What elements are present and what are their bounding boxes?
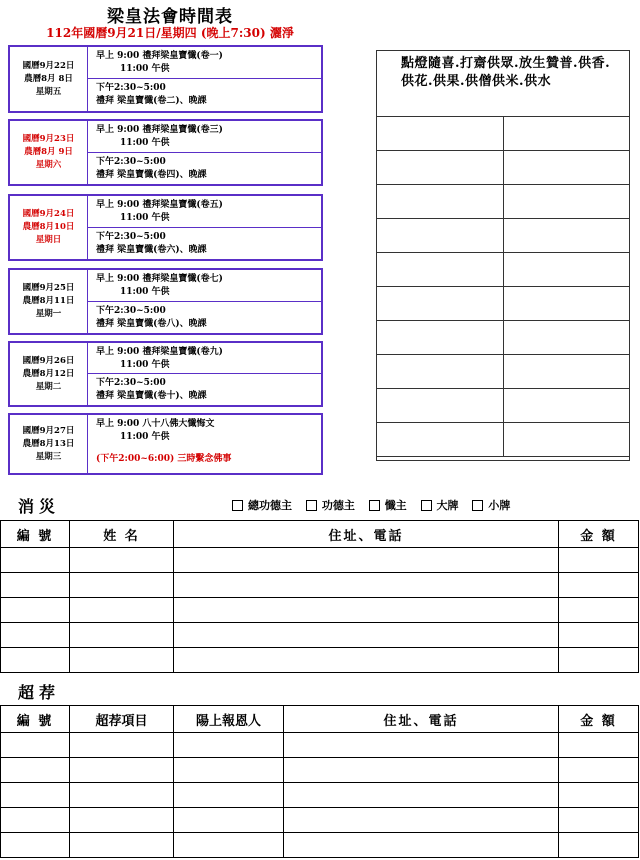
deliverance-table (0, 705, 639, 858)
afternoon-time: 下午2:30~5:00 (96, 156, 166, 167)
noon-offering: 11:00 午供 (120, 64, 170, 74)
table-row (1, 808, 639, 833)
table-header-row (1, 706, 639, 733)
table-row (377, 253, 630, 287)
table-cell[interactable] (377, 355, 504, 389)
table-cell[interactable] (559, 573, 639, 598)
weekday: 星期三 (35, 451, 62, 462)
morning-ceremony: 早上 9:00 禮拜梁皇寶懺(卷五) (96, 200, 223, 210)
afternoon-session (88, 302, 321, 334)
noon-offering: 11:00 午供 (120, 287, 170, 297)
table-cell[interactable] (559, 623, 639, 648)
table-cell[interactable] (1, 808, 70, 833)
lunar-date: 農曆8月12日 (22, 368, 75, 379)
column-header: 編 號 (1, 706, 70, 733)
table-cell[interactable] (504, 117, 630, 151)
table-cell[interactable] (377, 253, 504, 287)
table-cell[interactable] (70, 783, 174, 808)
table-row (1, 733, 639, 758)
table-header-row (1, 521, 639, 548)
column-header: 住址、電話 (284, 706, 559, 733)
morning-session (88, 196, 321, 228)
gregorian-date: 國曆9月25日 (22, 283, 75, 293)
afternoon-ceremony: 禮拜 梁皇寶懺(卷八)、晚課 (96, 318, 207, 329)
column-header: 住址、電話 (174, 521, 559, 548)
table-cell[interactable] (70, 758, 174, 783)
gregorian-date: 國曆9月24日 (22, 209, 75, 219)
lunar-date: 農曆8月10日 (22, 222, 75, 232)
table-cell[interactable] (174, 573, 559, 598)
weekday: 星期六 (35, 160, 62, 170)
schedule-date (10, 196, 88, 259)
table-row (377, 185, 630, 219)
column-header: 超荐項目 (70, 706, 174, 733)
morning-session (88, 415, 321, 444)
morning-ceremony: 早上 9:00 禮拜梁皇寶懺(卷三) (96, 125, 223, 135)
table-cell[interactable] (1, 648, 70, 673)
table-row (1, 783, 639, 808)
table-row (377, 423, 630, 457)
table-cell[interactable] (70, 548, 174, 573)
table-cell[interactable] (559, 758, 639, 783)
table-cell[interactable] (559, 733, 639, 758)
table-row (377, 219, 630, 253)
morning-session (88, 270, 321, 302)
afternoon-ceremony: 禮拜 梁皇寶懺(卷六)、晚課 (96, 244, 207, 255)
table-cell[interactable] (174, 783, 284, 808)
noon-offering: 11:00 午供 (120, 360, 170, 370)
table-cell[interactable] (1, 733, 70, 758)
schedule-day-2 (8, 119, 323, 186)
table-cell[interactable] (174, 598, 559, 623)
gregorian-date: 國曆9月23日 (22, 134, 75, 144)
noon-offering: 11:00 午供 (120, 138, 170, 148)
afternoon-ceremony: (下午2:00~6:00) 三時繫念佛事 (96, 454, 232, 464)
schedule-date (10, 270, 88, 333)
table-row (1, 548, 639, 573)
schedule-date (10, 47, 88, 111)
noon-offering: 11:00 午供 (120, 213, 170, 223)
afternoon-session (88, 153, 321, 185)
afternoon-session (88, 228, 321, 260)
table-cell[interactable] (174, 623, 559, 648)
table-cell[interactable] (1, 758, 70, 783)
table-cell[interactable] (1, 833, 70, 858)
table-cell[interactable] (1, 783, 70, 808)
table-cell[interactable] (174, 758, 284, 783)
afternoon-session (88, 79, 321, 111)
weekday: 星期五 (35, 86, 62, 97)
schedule-date (10, 415, 88, 473)
table-cell[interactable] (504, 355, 630, 389)
table-cell[interactable] (377, 423, 504, 457)
column-header: 編 號 (1, 521, 70, 548)
checkbox[interactable] (306, 500, 317, 511)
morning-ceremony: 早上 9:00 八十八佛大懺悔文 (96, 419, 215, 429)
option-sponsor[interactable]: 功德主 (306, 497, 355, 513)
option-large-tablet[interactable]: 大牌 (421, 497, 459, 513)
disaster-table (0, 520, 639, 673)
lunar-date: 農曆8月 9日 (24, 147, 73, 157)
table-cell[interactable] (504, 287, 630, 321)
morning-session (88, 343, 321, 374)
weekday: 星期一 (35, 309, 62, 319)
weekday: 星期二 (35, 381, 62, 392)
morning-session (88, 121, 321, 153)
afternoon-ceremony: 禮拜 梁皇寶懺(卷二)、晚課 (96, 96, 207, 106)
schedule-date (10, 121, 88, 184)
table-cell[interactable] (559, 648, 639, 673)
table-cell[interactable] (377, 287, 504, 321)
afternoon-session (88, 444, 321, 473)
table-cell[interactable] (70, 623, 174, 648)
table-row (1, 833, 639, 858)
checkbox[interactable] (472, 500, 483, 511)
disaster-section-label: 消災 (18, 497, 61, 516)
table-row (1, 573, 639, 598)
table-cell[interactable] (1, 548, 70, 573)
table-cell[interactable] (504, 321, 630, 355)
table-cell[interactable] (70, 733, 174, 758)
afternoon-time: 下午2:30~5:00 (96, 83, 166, 93)
table-cell[interactable] (174, 833, 284, 858)
lunar-date: 農曆8月13日 (22, 438, 75, 449)
table-row (1, 623, 639, 648)
column-header: 金 額 (559, 521, 639, 548)
table-cell[interactable] (174, 733, 284, 758)
afternoon-time: 下午2:30~5:00 (96, 305, 166, 316)
table-row (1, 758, 639, 783)
table-cell[interactable] (504, 423, 630, 457)
option-repentance-host[interactable]: 懺主 (369, 497, 407, 513)
table-cell[interactable] (174, 808, 284, 833)
column-header: 陽上報恩人 (174, 706, 284, 733)
table-cell[interactable] (284, 758, 559, 783)
offerings-grid (376, 116, 630, 457)
table-cell[interactable] (377, 117, 504, 151)
table-row (1, 648, 639, 673)
offerings-box (376, 50, 630, 461)
weekday: 星期日 (35, 235, 62, 245)
table-row (377, 151, 630, 185)
afternoon-time: 下午2:30~5:00 (96, 231, 166, 242)
offerings-text: 點燈隨喜.打齋供眾.放生贊普.供香.供花.供果.供僧供米.供水 (401, 56, 611, 89)
checkbox[interactable] (232, 500, 243, 511)
table-cell[interactable] (559, 808, 639, 833)
table-cell[interactable] (377, 185, 504, 219)
table-cell[interactable] (559, 783, 639, 808)
morning-session (88, 47, 321, 79)
table-row (377, 355, 630, 389)
table-cell[interactable] (377, 389, 504, 423)
sponsor-options (232, 497, 520, 513)
schedule-day-3 (8, 194, 323, 261)
table-cell[interactable] (377, 219, 504, 253)
table-row (1, 598, 639, 623)
checkbox[interactable] (369, 500, 380, 511)
table-row (377, 117, 630, 151)
afternoon-session (88, 374, 321, 405)
table-cell[interactable] (174, 548, 559, 573)
deliverance-section-label: 超荐 (18, 683, 61, 702)
option-small-tablet[interactable]: 小牌 (472, 497, 510, 513)
page-title: 梁皇法會時間表 (107, 7, 233, 27)
table-cell[interactable] (70, 833, 174, 858)
schedule-day-6 (8, 413, 323, 475)
table-cell[interactable] (377, 151, 504, 185)
table-cell[interactable] (504, 151, 630, 185)
table-cell[interactable] (559, 833, 639, 858)
table-cell[interactable] (504, 389, 630, 423)
schedule-day-4 (8, 268, 323, 335)
table-cell[interactable] (284, 808, 559, 833)
table-cell[interactable] (70, 648, 174, 673)
table-cell[interactable] (1, 573, 70, 598)
checkbox[interactable] (421, 500, 432, 511)
morning-ceremony: 早上 9:00 禮拜梁皇寶懺(卷七) (96, 274, 223, 284)
table-cell[interactable] (70, 808, 174, 833)
gregorian-date: 國曆9月27日 (22, 425, 75, 436)
table-cell[interactable] (284, 783, 559, 808)
table-cell[interactable] (504, 185, 630, 219)
table-cell[interactable] (284, 733, 559, 758)
table-cell[interactable] (559, 598, 639, 623)
column-header: 姓 名 (70, 521, 174, 548)
table-cell[interactable] (70, 598, 174, 623)
table-row (377, 389, 630, 423)
schedule-day-1 (8, 45, 323, 113)
page-subtitle: 112年國曆9月21日/星期四 (晚上7:30) 灑淨 (46, 26, 294, 40)
table-cell[interactable] (1, 598, 70, 623)
option-chief-sponsor[interactable]: 總功德主 (232, 497, 292, 513)
table-cell[interactable] (174, 648, 559, 673)
morning-ceremony: 早上 9:00 禮拜梁皇寶懺(卷一) (96, 51, 223, 61)
column-header: 金 額 (559, 706, 639, 733)
table-row (377, 321, 630, 355)
morning-ceremony: 早上 9:00 禮拜梁皇寶懺(卷九) (96, 347, 223, 357)
table-cell[interactable] (70, 573, 174, 598)
table-row (377, 287, 630, 321)
table-cell[interactable] (504, 219, 630, 253)
gregorian-date: 國曆9月26日 (22, 355, 75, 366)
table-cell[interactable] (1, 623, 70, 648)
schedule-day-5 (8, 341, 323, 407)
table-cell[interactable] (559, 548, 639, 573)
noon-offering: 11:00 午供 (120, 432, 170, 442)
table-cell[interactable] (284, 833, 559, 858)
table-cell[interactable] (377, 321, 504, 355)
schedule-date (10, 343, 88, 405)
lunar-date: 農曆8月 8日 (24, 73, 73, 84)
gregorian-date: 國曆9月22日 (22, 60, 75, 71)
lunar-date: 農曆8月11日 (22, 296, 75, 306)
afternoon-ceremony: 禮拜 梁皇寶懺(卷四)、晚課 (96, 169, 207, 180)
afternoon-ceremony: 禮拜 梁皇寶懺(卷十)、晚課 (96, 391, 207, 401)
table-cell[interactable] (504, 253, 630, 287)
afternoon-time: 下午2:30~5:00 (96, 378, 166, 388)
